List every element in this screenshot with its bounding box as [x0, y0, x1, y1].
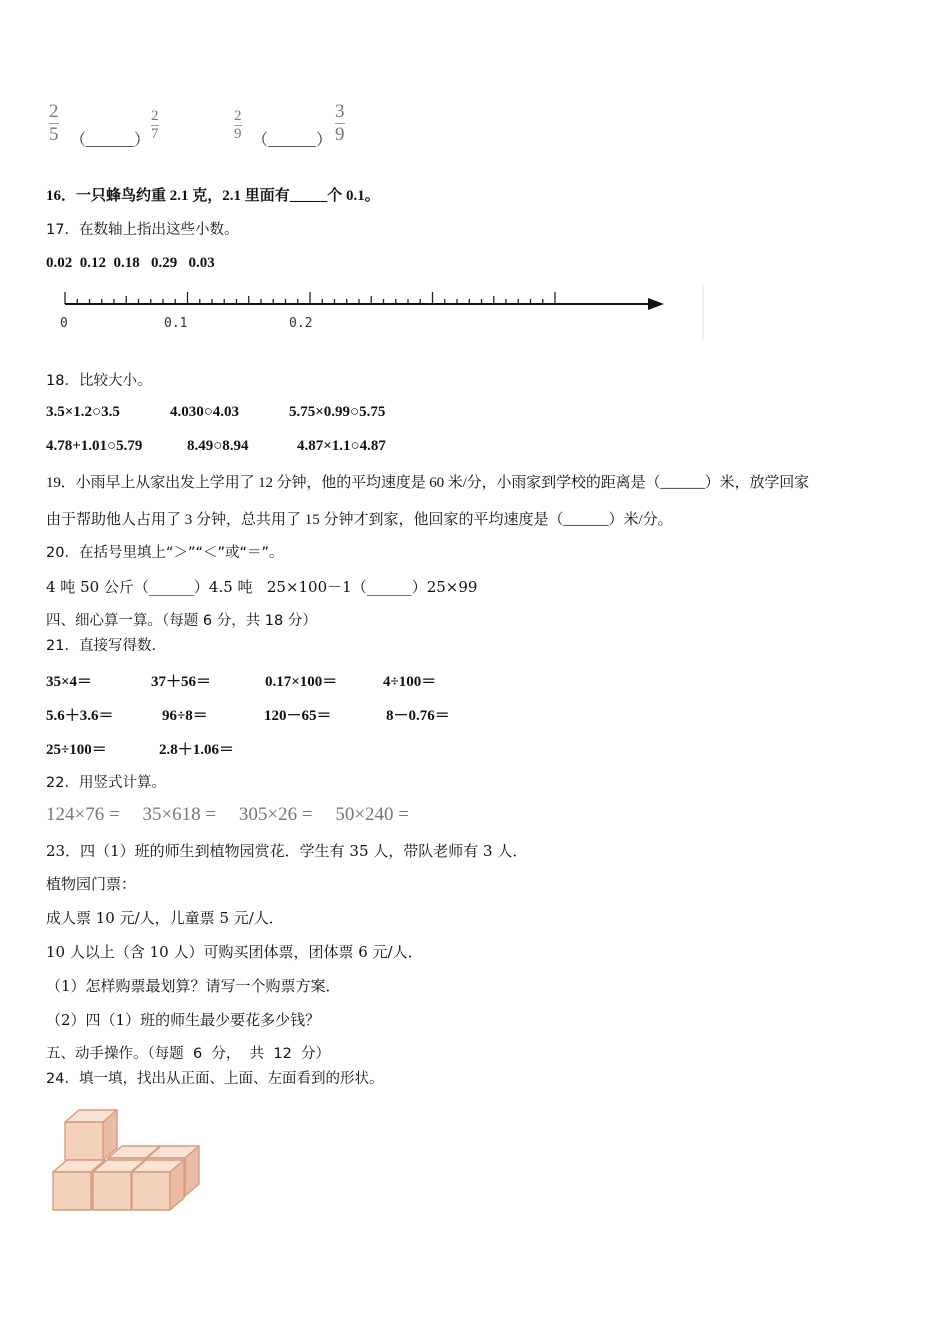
question-20-title: 20．在括号里填上“＞”“＜”或“＝”。 — [46, 545, 284, 561]
arrow-icon — [648, 298, 664, 310]
compare-item: 8.49○8.94 — [187, 438, 249, 454]
compare-item: 4.78+1.01○5.79 — [46, 438, 143, 454]
cube-face — [93, 1172, 131, 1210]
cube-stack-figure — [48, 1102, 208, 1220]
oral-calc-item: 5.6＋3.6＝ — [46, 708, 114, 724]
number-line — [0, 280, 720, 350]
vertical-calc-item: 124×76 = — [46, 804, 120, 825]
vertical-calc-item: 305×26 = — [238, 804, 313, 825]
question-19-line1: 19．小雨早上从家出发上学用了 12 分钟，他的平均速度是 60 米/分，小雨家到学校的距离是（______）米，放学回家 — [46, 475, 810, 491]
cube-face — [53, 1172, 91, 1210]
denominator: 9 — [335, 124, 345, 145]
axis-label-0: 0 — [60, 316, 68, 331]
answer-blank: （______） — [252, 132, 333, 149]
ticket-heading: 植物园门票： — [46, 875, 137, 893]
numerator: 2 — [49, 101, 59, 122]
compare-item: 4.87×1.1○4.87 — [297, 438, 386, 454]
answer-blank: （______） — [70, 132, 151, 149]
section-5-heading: 五、动手操作。（每题 6 分， 共 12 分） — [46, 1046, 331, 1062]
vertical-calc-item: 50×240 = — [335, 804, 409, 825]
cube-face — [132, 1172, 170, 1210]
oral-calc-item: 2.8＋1.06＝ — [159, 742, 235, 758]
compare-item: 3.5×1.2○3.5 — [46, 404, 120, 420]
oral-calc-item: 37＋56＝ — [151, 674, 212, 690]
vertical-calc-item: 35×618 = — [142, 804, 217, 825]
oral-calc-item: 96÷8＝ — [162, 708, 208, 724]
sub-question-2: （2）四（1）班的师生最少要花多少钱？ — [46, 1011, 321, 1029]
fraction-2-5 — [49, 101, 59, 146]
question-19-line2: 由于帮助他人占用了 3 分钟，总共用了 15 分钟才到家，他回家的平均速度是（______）米/分。 — [46, 512, 673, 528]
question-21-title: 21．直接写得数. — [46, 638, 157, 654]
numerator: 2 — [234, 108, 242, 124]
denominator: 9 — [234, 126, 242, 142]
vertical-calc-list — [46, 804, 427, 826]
question-18-title: 18．比较大小。 — [46, 373, 152, 389]
sub-question-1: （1）怎样购票最划算？请写一个购票方案． — [46, 977, 341, 995]
oral-calc-item: 0.17×100＝ — [265, 674, 338, 690]
denominator: 7 — [151, 126, 159, 142]
denominator: 5 — [49, 124, 59, 145]
cube-face — [65, 1122, 103, 1160]
section-4-heading: 四、细心算一算。（每题 6 分，共 18 分） — [46, 613, 317, 629]
question-24-title: 24．填一填，找出从正面、上面、左面看到的形状。 — [46, 1071, 384, 1087]
numerator: 2 — [151, 108, 159, 124]
numerator: 3 — [335, 101, 345, 122]
fraction-2-9 — [234, 108, 242, 143]
question-20-line: 4 吨 50 公斤（______）4.5 吨 25×100－1（______）25×99 — [46, 578, 478, 596]
fraction-2-7 — [151, 108, 159, 143]
axis-label-0-2: 0.2 — [289, 316, 313, 331]
oral-calc-item: 25÷100＝ — [46, 742, 107, 758]
oral-calc-item: 8－0.76＝ — [386, 708, 450, 724]
ticket-price-1: 成人票 10 元/人，儿童票 5 元/人． — [46, 909, 284, 927]
oral-calc-item: 120－65＝ — [264, 708, 332, 724]
axis-label-0-1: 0.1 — [164, 316, 188, 331]
ticket-price-2: 10 人以上（含 10 人）可购买团体票，团体票 6 元/人． — [46, 943, 423, 961]
compare-item: 4.030○4.03 — [170, 404, 240, 420]
question-22-title: 22．用竖式计算。 — [46, 775, 166, 791]
oral-calc-item: 35×4＝ — [46, 674, 93, 690]
question-23-title: 23．四（1）班的师生到植物园赏花．学生有 35 人，带队老师有 3 人． — [46, 842, 528, 860]
compare-item: 5.75×0.99○5.75 — [289, 404, 386, 420]
oral-calc-item: 4÷100＝ — [383, 674, 437, 690]
fraction-3-9 — [335, 101, 345, 146]
question-17-numbers: 0.02 0.12 0.18 0.29 0.03 — [46, 255, 215, 271]
question-17-title: 17．在数轴上指出这些小数。 — [46, 222, 239, 238]
question-16: 16．一只蜂鸟约重 2.1 克，2.1 里面有_____个 0.1。 — [46, 188, 380, 204]
